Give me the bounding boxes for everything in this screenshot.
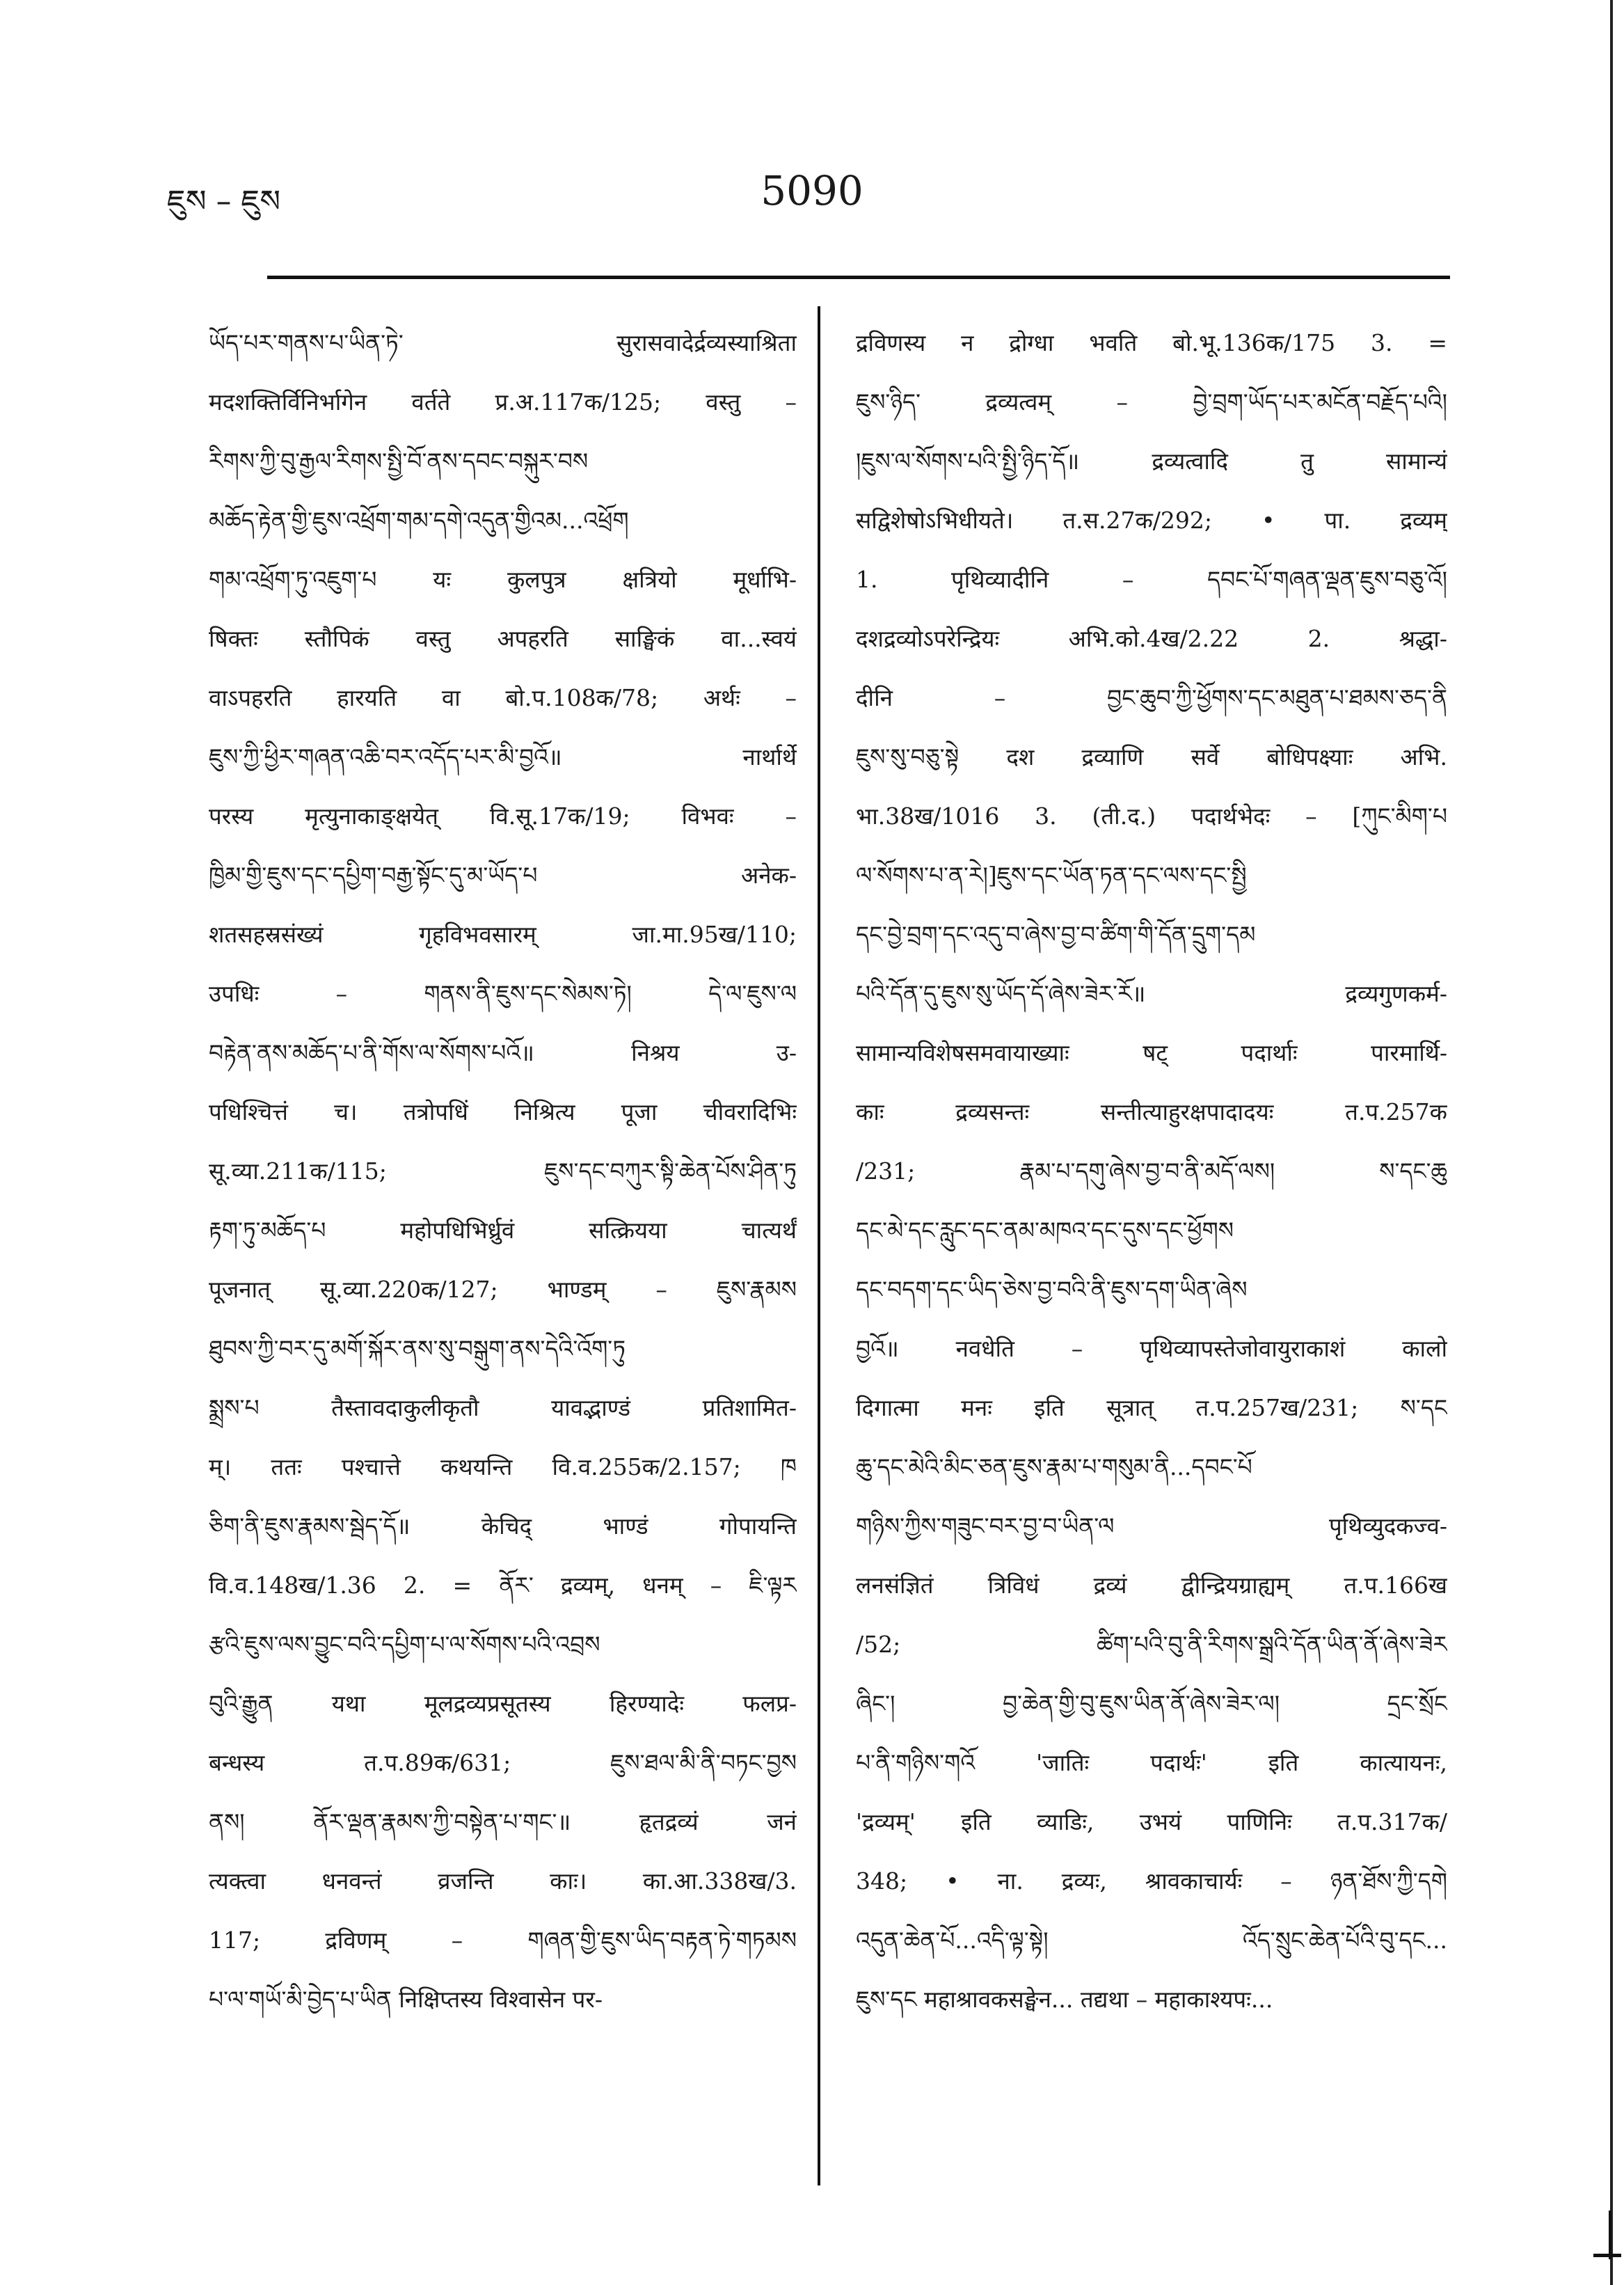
text-line: ཇུས་དང महाश्रावकसङ्घेन... तद्यथा – महाकाश्यपः... (856, 1986, 1273, 2013)
running-head: ཇུས – ཇུས (167, 184, 281, 219)
text-line: སྨྲས་པ तैस्तावदाकुलीकृतौ यावद्भाण्डं प्रतिशामित- (209, 1394, 797, 1421)
crop-mark (1593, 2211, 1621, 2259)
column-divider (818, 306, 820, 2185)
text-line: རིགས་ཀྱི་བུ་རྒྱལ་རིགས་སྤྱི་བོ་ནས་དབང་བསྐུར་བས (209, 448, 589, 475)
text-line: བུའི་རྒྱུན यथा मूलद्रव्यप्रसूतस्य हिरण्यादेः फलप्र- (209, 1690, 797, 1717)
text-line: ལ་སོགས་པ་ན་རེ།]ཇུས་དང་ཡོན་ཏན་དང་ལས་དང་སྤྱི (856, 862, 1247, 889)
text-line: पूजनात् सू.व्या.220क/127; भाण्डम् – ཇུས་རྣམས (209, 1276, 797, 1303)
text-line: བརྟེན་ནས་མཆོད་པ་ནི་གོས་ལ་སོགས་པའོ॥ निश्रय उ- (209, 1039, 797, 1066)
text-line: མཆོད་རྟེན་གྱི་ཇུས་འཕྲོག་གམ་དགེ་འདུན་གྱིའམ...འཕྲོག (209, 507, 629, 534)
text-line: 'द्रव्यम्' इति व्याडिः, उभयं पाणिनिः त.प.317क/ (856, 1808, 1447, 1835)
text-line: द्रविणस्य न द्रोग्धा भवति बो.भू.136क/175 3. = (856, 329, 1447, 356)
text-line: 348; • ना. द्रव्यः, श्रावकाचार्यः – ཉན་ཐོས་ཀྱི་དགེ (856, 1867, 1447, 1895)
text-line: པའི་དོན་དུ་ཇུས་སུ་ཡོད་དོ་ཞེས་ཟེར་རོ॥ द्रव्यगुणकर्म- (856, 980, 1447, 1007)
text-line: ཇུས་ཉིད་ द्रव्यत्वम् – བྱེ་བྲག་ཡོད་པར་མངོན་བརྗོད་པའི། (856, 388, 1447, 416)
text-line: རྟག་ཏུ་མཆོད་པ महोपधिभिर्ध्रुवं सत्क्रियया चात्यर्थं (209, 1217, 797, 1244)
scan-edge-line (1610, 0, 1613, 2285)
text-line: सामान्यविशेषसमवायाख्याः षट् पदार्थाः पारमार्थि- (856, 1039, 1447, 1066)
text-line: सद्विशेषोऽभिधीयते। त.स.27क/292; • पा. द्रव्यम् (856, 507, 1447, 534)
text-line: འདུན་ཆེན་པོ...འདི་ལྟ་སྟེ། འོད་སྲུང་ཆེན་པོའི་བུ་དང... (856, 1927, 1447, 1954)
text-line: གམ་འཕྲོག་ཏུ་འཇུག་པ यः कुलपुत्र क्षत्रियो मूर्धाभि- (209, 566, 797, 593)
text-line: 117; द्रविणम् – གཞན་གྱི་ཇུས་ཡིད་བརྟན་ཏེ་གཏམས (209, 1927, 797, 1954)
text-line: ཡོད་པར་གནས་པ་ཡིན་ཏེ་ सुरासवादेर्द्रव्यस्याश्रिता (209, 329, 797, 356)
text-line: दशद्रव्योऽपरेन्द्रियः अभि.को.4ख/2.22 2. श्रद्धा- (856, 625, 1447, 652)
text-line: པ་ནི་གཉིས་གའོ 'जातिः पदार्थः' इति कात्यायनः, (856, 1749, 1447, 1776)
top-rule (267, 276, 1450, 279)
text-line: ནས། ནོར་ལྡན་རྣམས་ཀྱི་བསྟེན་པ་གང་॥ हृतद्रव्यं जनं (209, 1808, 797, 1835)
text-line: काः द्रव्यसन्तः सन्तीत्याहुरक्षपादादयः त.प.257क (856, 1098, 1447, 1125)
text-line: दीनि – བྱང་ཆུབ་ཀྱི་ཕྱོགས་དང་མཐུན་པ་ཐམས་ཅད་ནི (856, 684, 1447, 711)
right-column (856, 313, 1447, 2206)
text-line: परस्य मृत्युनाकाङ्क्षयेत् वि.सू.17क/19; विभवः – (209, 802, 797, 830)
text-line: म्। ततः पश्चात्ते कथयन्ति वि.व.255क/2.157; ཁ (209, 1453, 797, 1480)
text-line: शतसहस्रसंख्यं गृहविभवसारम् जा.मा.95ख/110; (209, 921, 797, 948)
text-line: བྱའོ॥ नवधेति – पृथिव्यापस्तेजोवायुराकाशं कालो (856, 1335, 1447, 1362)
page-header (0, 0, 1624, 278)
left-column (209, 313, 797, 2206)
text-line: 1. पृथिव्यादीनि – དབང་པོ་གཞན་ལྡན་ཇུས་བཅུ་འོ། (856, 566, 1447, 593)
text-line: ཅིག་ནི་ཇུས་རྣམས་སྦེད་དོ॥ केचिद् भाण्डं गोपायन्ति (209, 1512, 797, 1540)
text-line: དང་མེ་དང་རླུང་དང་ནམ་མཁའ་དང་དུས་དང་ཕྱོགས (856, 1217, 1234, 1244)
text-line: मदशक्तिर्विनिर्भागेन वर्तते प्र.अ.117क/125; वस्तु – (209, 388, 797, 416)
text-line: ཇུས་སུ་བཅུ་སྟེ दश द्रव्याणि सर्वे बोधिपक्ष्याः अभि. (856, 743, 1447, 770)
text-line: वि.व.148ख/1.36 2. = ནོར་ द्रव्यम्, धनम् – ཇི་ལྟར (209, 1572, 797, 1599)
text-line: ཇུས་ཀྱི་ཕྱིར་གཞན་འཆི་བར་འདོད་པར་མི་བྱའོ॥ नार्थार्थे (209, 743, 797, 770)
text-line: ཆུ་དང་མེའི་མིང་ཅན་ཇུས་རྣམ་པ་གསུམ་ནི...དབང་པོ (856, 1453, 1252, 1480)
text-line: པ་ལ་གཡོ་མི་བྱེད་པ་ཡིན निक्षिप्तस्य विश्वासेन पर- (209, 1986, 603, 2013)
text-line: वाऽपहरति हारयति वा बो.प.108क/78; अर्थः – (209, 684, 797, 711)
text-line: /52; ཚིག་པའི་བུ་ནི་རིགས་སྒྲའི་དོན་ཡིན་ནོ་ཞེས་ཟེར (856, 1631, 1447, 1658)
text-line: सू.व्या.211क/115; ཇུས་དང་བཀུར་སྟི་ཆེན་པོས་ཤིན་ཏུ (209, 1157, 797, 1185)
text-line: लनसंज्ञितं त्रिविधं द्रव्यं द्वीन्द्रियग्राह्यम् त.प.166ख (856, 1572, 1447, 1599)
text-line: །ཇུས་ལ་སོགས་པའི་སྤྱི་ཉིད་དོ॥ द्रव्यत्वादि तु सामान्यं (856, 448, 1447, 475)
text-line: पधिश्चित्तं च। तत्रोपधिं निश्रित्य पूजा चीवरादिभिः (209, 1098, 797, 1125)
text-line: ཐུབས་ཀྱི་བར་དུ་མགོ་སྐོར་ནས་སུ་བསྒུག་ནས་དེའི་འོག་ཏུ (209, 1335, 626, 1362)
text-line: बन्धस्य त.प.89क/631; ཇུས་ཐལ་མི་ནི་བཏང་བྱས (209, 1749, 797, 1776)
text-line: དང་བྱེ་བྲག་དང་འདུ་བ་ཞེས་བྱ་བ་ཚིག་གི་དོན་དྲུག་དམ (856, 921, 1256, 948)
text-line: དང་བདག་དང་ཡིད་ཅེས་བྱ་བའི་ནི་ཇུས་དག་ཡིན་ཞེས (856, 1276, 1248, 1303)
text-line: त्यक्त्वा धनवन्तं व्रजन्ति काः। का.आ.338ख/3. (209, 1867, 797, 1895)
text-line: उपधिः – གནས་ནི་ཇུས་དང་སེམས་ཏེ། དེ་ལ་ཇུས་ལ (209, 980, 797, 1007)
text-line: གཉིས་ཀྱིས་གཟུང་བར་བྱ་བ་ཡིན་ལ पृथिव्युदकज्व- (856, 1512, 1447, 1540)
text-line: भा.38ख/1016 3. (ती.द.) पदार्थभेदः – [ཀུང་མིག་པ (856, 802, 1447, 830)
page-number: 5090 (761, 167, 863, 214)
text-line: /231; རྣམ་པ་དགུ་ཞེས་བྱ་བ་ནི་མདོ་ལས། ས་དང་ཆུ (856, 1157, 1447, 1185)
text-line: षिक्तः स्तौपिकं वस्तु अपहरति साङ्घिकं वा...स्वयं (209, 625, 797, 652)
text-line: རྩའི་ཇུས་ལས་བྱུང་བའི་དཔྱིག་པ་ལ་སོགས་པའི་འབྲས (209, 1631, 600, 1658)
text-line: ཞིང་། བྱ་ཆེན་གྱི་བུ་ཇུས་ཡིན་ནོ་ཞེས་ཟེར་ལ། དྲང་སྲོང (856, 1690, 1447, 1717)
text-line: दिगात्मा मनः इति सूत्रात् त.प.257ख/231; ས་དང (856, 1394, 1447, 1421)
text-line: ཁྱིམ་གྱི་ཇུས་དང་དཔྱིག་བརྒྱ་སྟོང་དུ་མ་ཡོད་པ अनेक- (209, 862, 797, 889)
